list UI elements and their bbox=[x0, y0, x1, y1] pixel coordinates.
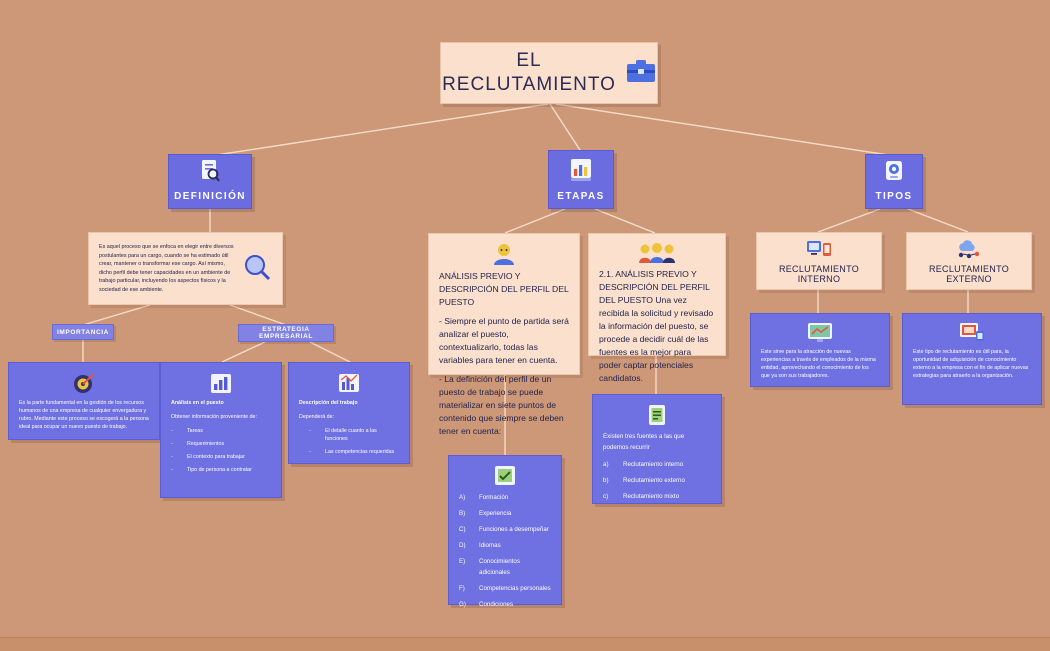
list-item: - El detalle cuanto a las funciones bbox=[309, 428, 377, 442]
etapas-card-1-sublist[interactable] bbox=[448, 455, 562, 608]
list-item: - Las competencias requeridas bbox=[309, 449, 395, 455]
importancia-card[interactable] bbox=[8, 362, 160, 440]
person-avatar-icon bbox=[439, 242, 569, 266]
list-item: D) Idiomas bbox=[459, 542, 501, 549]
list-item: b) Reclutamiento externo bbox=[603, 477, 685, 484]
descripcion-trabajo-card[interactable] bbox=[288, 362, 410, 464]
team-group-icon bbox=[599, 242, 715, 264]
monitor-chart-icon bbox=[761, 322, 879, 344]
list-item: a) Reclutamiento interno bbox=[603, 461, 684, 468]
etapas-card-1[interactable] bbox=[428, 233, 580, 436]
camera-box-icon bbox=[883, 159, 905, 188]
tipos-interno-card[interactable] bbox=[756, 232, 882, 290]
briefcase-icon bbox=[626, 58, 656, 89]
list-item: c) Reclutamiento mixto bbox=[603, 493, 680, 500]
tag-importancia[interactable]: IMPORTANCIA bbox=[52, 324, 114, 340]
root-title-line2: RECLUTAMIENTO bbox=[442, 74, 616, 95]
tipos-externo-card[interactable] bbox=[906, 232, 1032, 290]
analisis-puesto-title: Análisis en el puesto bbox=[171, 400, 224, 406]
list-item: - Tareas bbox=[171, 428, 203, 434]
tipos-interno-detail-text: Este sirve para la atracción de nuevas experiencias a través de empleados de la misma entidad, aprovechando el conocimiento de los que ya son sus trabajadores. bbox=[761, 349, 876, 379]
branch-etapas[interactable] bbox=[548, 150, 614, 209]
tag-estrategia-empresarial[interactable]: ESTRATEGIA EMPRESARIAL bbox=[238, 324, 334, 342]
list-item: C) Funciones a desempeñar bbox=[459, 526, 549, 533]
branch-tipos-label: TIPOS bbox=[875, 191, 913, 202]
magnifier-icon bbox=[242, 252, 272, 286]
bar-chart-icon bbox=[171, 371, 271, 395]
root-title-line1: EL bbox=[516, 50, 542, 71]
list-item: E) Conocimientos adicionales bbox=[459, 558, 520, 576]
etapas-card-1-p2: - La definición del perfil de un puesto de trabajo se puede materializar en siete puntos de contenido que siempre se deben tener en cuenta: bbox=[439, 374, 564, 436]
tipos-externo-detail-text: Este tipo de reclutamiento es útil para, la oportunidad de adquisición de conocimiento externo a la empresa con el fin de aplicar nuevas estrategias para atraerlo a la organización. bbox=[913, 349, 1029, 379]
analisis-puesto-subtitle: Obtener información proveniente de: bbox=[171, 414, 257, 420]
etapas-card-1-p1: - Siempre el punto de partida será analizar el puesto, contextualizarlo, todas las variables para tener en cuenta. bbox=[439, 316, 569, 365]
chart-board-icon bbox=[299, 371, 399, 395]
importancia-text: Es la parte fundamental en la gestión de los recursos humanos de una empresa de cualquier envergadura y rubro. Mediante este proceso se escogerá a la persona ideal para ocupar un nuevo puesto de trabajo. bbox=[19, 400, 149, 430]
branch-etapas-label: ETAPAS bbox=[557, 191, 605, 202]
list-item: - Tipo de persona a contratar bbox=[171, 467, 252, 473]
descripcion-trabajo-title: Descripción del trabajo bbox=[299, 400, 358, 406]
devices-icon bbox=[806, 239, 832, 261]
checklist-icon bbox=[459, 464, 551, 488]
stages-chart-icon bbox=[569, 157, 593, 188]
tipos-externo-label: RECLUTAMIENTO EXTERNO bbox=[928, 263, 1010, 284]
tipos-externo-detail[interactable] bbox=[902, 313, 1042, 405]
tipos-interno-label: RECLUTAMIENTO INTERNO bbox=[778, 263, 860, 284]
etapas-card-1-title: ANÁLISIS PREVIO Y DESCRIPCIÓN DEL PERFIL DEL PUESTO bbox=[439, 271, 569, 307]
target-icon bbox=[19, 371, 149, 395]
etapas-card-2[interactable] bbox=[588, 233, 726, 383]
cloud-network-icon bbox=[955, 239, 983, 261]
etapas-card-2-sublist-intro: Existen tres fuentes a las que podemos recurrir bbox=[603, 433, 685, 451]
list-item: F) Competencias personales bbox=[459, 585, 551, 592]
list-item: G) Condiciones bbox=[459, 601, 514, 608]
etapas-card-2-text: 2.1. ANÁLISIS PREVIO Y DESCRIPCIÓN DEL PERFIL DEL PUESTO Una vez recibida la solicitud y revisado la información del puesto, se procede a decidir cuál de las fuentes es la mejor para poder captar potenciales candidatos. bbox=[599, 269, 714, 383]
branch-tipos[interactable] bbox=[865, 154, 923, 209]
presentation-icon bbox=[913, 322, 1031, 344]
document-search-icon bbox=[199, 159, 221, 188]
descripcion-trabajo-subtitle: Dependerá de: bbox=[299, 414, 335, 420]
list-item: A) Formación bbox=[459, 494, 509, 501]
analisis-puesto-card[interactable] bbox=[160, 362, 282, 498]
list-item: - Requerimientos bbox=[171, 441, 225, 447]
definicion-description-card[interactable] bbox=[88, 232, 283, 305]
etapas-card-2-sublist[interactable] bbox=[592, 394, 722, 504]
bottom-strip bbox=[0, 637, 1050, 651]
definicion-description-text: Es aquel proceso que se enfoca en elegir entre diversos postulantes para un cargo, cuando se ha estimado útil crear, mantener o transformar ese cargo. Así mismo, dicho perfil debe tener capacidades en un ambiente de trabajo particular, incluyendo los aspectos físicos y la sociedad de ese ambiente. bbox=[99, 244, 234, 293]
branch-definicion[interactable] bbox=[168, 154, 252, 209]
list-item: B) Experiencia bbox=[459, 510, 512, 517]
root-node[interactable] bbox=[440, 42, 658, 104]
list-item: - El contexto para trabajar bbox=[171, 454, 245, 460]
clipboard-list-icon bbox=[603, 403, 711, 427]
branch-definicion-label: DEFINICIÓN bbox=[174, 191, 246, 202]
tipos-interno-detail[interactable] bbox=[750, 313, 890, 387]
